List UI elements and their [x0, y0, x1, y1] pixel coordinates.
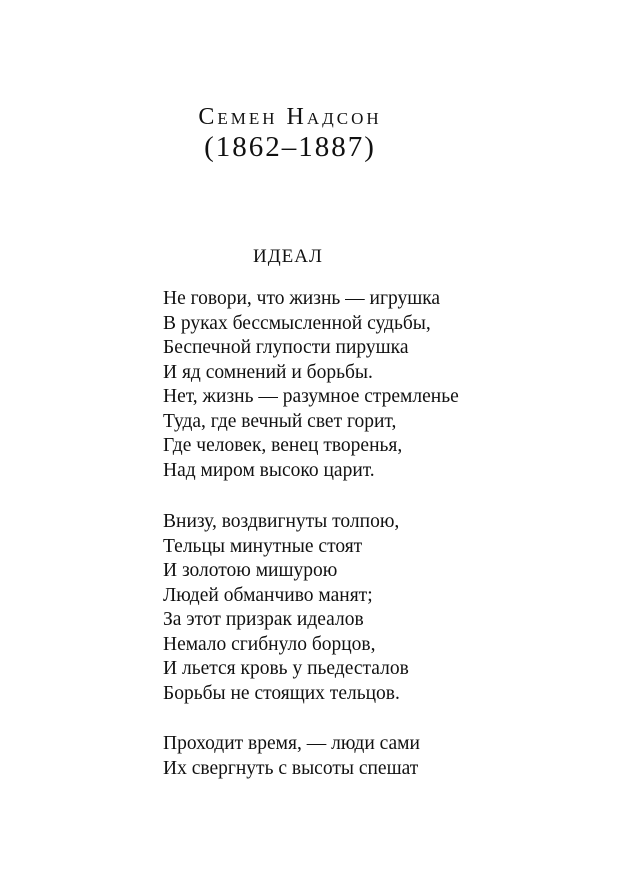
poem-line: Немало сгибнуло борцов,	[163, 633, 376, 655]
poem-line: Беспечной глупости пирушка	[163, 337, 409, 358]
poem-line: И льется кровь у пьедесталов	[163, 658, 409, 679]
stanza	[163, 510, 409, 706]
poem-line: Тельцы минутные стоят	[163, 535, 363, 557]
poem-line: Людей обманчиво манят;	[163, 584, 373, 606]
poem-line: Их свергнуть с высоты спешат	[163, 757, 419, 779]
poem-line: Нет, жизнь — разумное стремленье	[163, 386, 459, 407]
author-name: Семен Надсон	[198, 104, 382, 130]
author-years: (1862–1887)	[204, 131, 376, 163]
poem-line: Борьбы не стоящих тельцов.	[163, 682, 400, 704]
poem-line: Туда, где вечный свет горит,	[163, 410, 397, 432]
poem-line: Над миром высоко царит.	[163, 459, 375, 481]
poem-line: И золотою мишурою	[163, 560, 338, 581]
poem-title: ИДЕАЛ	[253, 246, 323, 267]
poem-line: Не говори, что жизнь — игрушка	[163, 288, 441, 309]
poem-line: Проходит время, — люди сами	[163, 733, 420, 754]
poem-line: В руках бессмысленной судьбы,	[163, 312, 431, 334]
poem-line: Внизу, воздвигнуты толпою,	[163, 511, 400, 532]
stanza	[163, 287, 459, 483]
poem-line: Где человек, венец творенья,	[163, 435, 403, 456]
poem-line: И яд сомнений и борьбы.	[163, 361, 373, 383]
poem-line: За этот призрак идеалов	[163, 609, 364, 630]
stanza	[163, 732, 420, 781]
